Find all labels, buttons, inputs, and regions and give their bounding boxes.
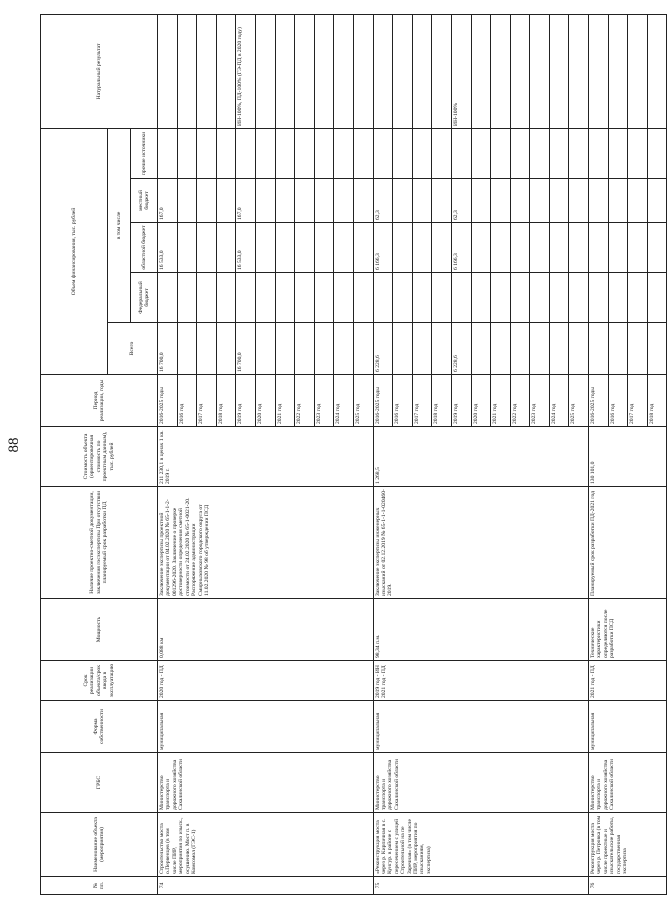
federal-cell [393,273,413,323]
other-cell [353,128,373,178]
result-cell [255,14,275,128]
header-term: Срок реализации объекта/срок ввода в эксплуатацию [41,661,158,701]
table-header [41,14,158,894]
other-cell [197,128,217,178]
regional-cell [647,223,667,273]
total-cell [589,323,609,375]
docs-cell: Заключение экспертизы инженерных изысканий от 02.12.2019 № 65-1-1-1-020460-2019. [373,487,589,599]
row-number: 76 [589,877,667,895]
regional-cell [353,223,373,273]
other-cell [177,128,197,178]
header-total: Всего [108,323,158,375]
other-cell [432,128,452,178]
regional-cell [608,223,628,273]
result-cell [530,14,550,128]
period-cell: 2019 год [451,375,471,427]
header-num: № пп. [41,877,158,895]
term-cell: 2019 год - ИН 2021 год - ПД [373,661,589,701]
federal-cell [255,273,275,323]
period-cell: 2016 год [393,375,413,427]
object-name: Строительство моста о.Первенцев (в том числе ПИР, мероприятия по изыск., осушению. Мост п. в Комсомол (ГЭС-1) [158,813,374,877]
other-cell [589,128,609,178]
result-cell [510,14,530,128]
regional-cell [177,223,197,273]
total-cell [334,323,354,375]
header-name: Наименование объекта (мероприятия) [41,813,158,877]
total-cell: 16 700,0 [236,323,256,375]
header-capacity: Мощность [41,599,158,661]
object-name: «Реконструкция моста через р. Кирпичная в с. Кунгур. в районе с пересечением с улицей Строительной на пе Заречная» (в том числе ПИР, мероприятия по изысканиям, экспертиза) [373,813,589,877]
total-cell [255,323,275,375]
regional-cell: 16 533,0 [158,223,178,273]
result-cell [471,14,491,128]
table-row [158,14,178,894]
local-cell [275,179,295,223]
local-cell: 62,3 [373,179,393,223]
federal-cell [158,273,178,323]
federal-cell [549,273,569,323]
financing-table [40,14,667,895]
regional-cell [295,223,315,273]
local-cell [255,179,275,223]
result-cell [158,14,178,128]
result-cell [177,14,197,128]
total-cell [353,323,373,375]
period-cell: 2020 год [255,375,275,427]
federal-cell [353,273,373,323]
other-cell [255,128,275,178]
period-cell: 2016 год [608,375,628,427]
total-cell [432,323,452,375]
regional-cell [589,223,609,273]
result-cell [295,14,315,128]
federal-cell [510,273,530,323]
header-cost: Стоимость объекта (ориентировочная стоимость по проектным данным), тыс. рублей [41,427,158,487]
header-grbs: ГРБС [41,753,158,813]
docs-cell: Планируемый срок разработки ПД-2021 год [589,487,667,599]
other-cell [373,128,393,178]
local-cell [530,179,550,223]
period-cell: 2018 год [432,375,452,427]
result-cell [491,14,511,128]
period-cell: 2016 год [177,375,197,427]
other-cell [236,128,256,178]
local-cell [412,179,432,223]
local-cell [314,179,334,223]
local-cell: 167,0 [158,179,178,223]
period-cell: 2021 год [275,375,295,427]
total-cell [647,323,667,375]
capacity-cell: Технические характеристики определяются после разработки ПСД [589,599,667,661]
federal-cell [451,273,471,323]
local-cell [393,179,413,223]
ownership-cell: муниципальная [589,701,667,753]
other-cell [216,128,236,178]
row-number: 74 [158,877,374,895]
result-cell [314,14,334,128]
period-cell: 2023 год [530,375,550,427]
ownership-cell: муниципальная [158,701,374,753]
federal-cell [608,273,628,323]
cost-cell: 130 101,0 [589,427,667,487]
regional-cell [412,223,432,273]
regional-cell [432,223,452,273]
result-cell [216,14,236,128]
local-cell [216,179,236,223]
result-cell [412,14,432,128]
federal-cell [412,273,432,323]
other-cell [510,128,530,178]
cost-cell: 211 230,1 в ценах 1 кв. 2019 г. [158,427,374,487]
period-cell: 2022 год [510,375,530,427]
federal-cell [589,273,609,323]
other-cell [412,128,432,178]
other-cell [549,128,569,178]
table-row [373,14,393,894]
local-cell [569,179,589,223]
local-cell [177,179,197,223]
period-cell: 2024 год [549,375,569,427]
period-cell: 2021 год [491,375,511,427]
table-body [158,14,667,894]
local-cell [491,179,511,223]
result-cell [589,14,609,128]
other-cell [295,128,315,178]
local-cell [471,179,491,223]
regional-cell [275,223,295,273]
local-cell [432,179,452,223]
regional-cell [334,223,354,273]
federal-cell [177,273,197,323]
header-local: местный бюджет [131,179,158,223]
federal-cell [373,273,393,323]
federal-cell [432,273,452,323]
local-cell [589,179,609,223]
regional-cell [255,223,275,273]
federal-cell [197,273,217,323]
other-cell [314,128,334,178]
other-cell [530,128,550,178]
total-cell [314,323,334,375]
regional-cell: 6 166,3 [373,223,393,273]
regional-cell [197,223,217,273]
header-federal: Федеральный бюджет [131,273,158,323]
regional-cell [471,223,491,273]
object-name: Реконструкция моста через р. Петровка (в том числе проектные и изыскательские работы, государственная экспертиза [589,813,667,877]
other-cell [393,128,413,178]
result-cell: ИН-100% [451,14,471,128]
regional-cell: 16 533,0 [236,223,256,273]
local-cell [628,179,648,223]
result-cell [549,14,569,128]
total-cell [216,323,236,375]
federal-cell [216,273,236,323]
other-cell [569,128,589,178]
table-row [589,14,609,894]
period-cell: 2016-2025 годы [373,375,393,427]
regional-cell [491,223,511,273]
grbs-cell: Министерство транспорта и дорожного хозяйства Сахалинской области [158,753,374,813]
term-cell: 2021 год - ПД [589,661,667,701]
total-cell [471,323,491,375]
period-cell: 2022 год [295,375,315,427]
other-cell [608,128,628,178]
federal-cell [530,273,550,323]
other-cell [647,128,667,178]
local-cell: 62,3 [451,179,471,223]
total-cell: 6 228,6 [451,323,471,375]
header-financing: Объем финансирования, тыс. рублей [41,128,108,374]
federal-cell [569,273,589,323]
ownership-cell: муниципальная [373,701,589,753]
regional-cell [314,223,334,273]
result-cell [393,14,413,128]
period-cell: 2025 год [353,375,373,427]
period-cell: 2024 год [334,375,354,427]
grbs-cell: Министерство транспорта и дорожного хозяйства Сахалинской области [589,753,667,813]
total-cell [608,323,628,375]
period-cell: 2025 год [569,375,589,427]
other-cell [628,128,648,178]
capacity-cell: 0,088 км [158,599,374,661]
header-incl: в том числе [108,128,131,322]
other-cell [275,128,295,178]
result-cell [334,14,354,128]
row-number: 75 [373,877,589,895]
local-cell [295,179,315,223]
total-cell [510,323,530,375]
total-cell [275,323,295,375]
local-cell [647,179,667,223]
federal-cell [491,273,511,323]
federal-cell [471,273,491,323]
result-cell [647,14,667,128]
result-cell [353,14,373,128]
local-cell [510,179,530,223]
header-result: Натуральный результат [41,14,158,128]
total-cell: 6 228,6 [373,323,393,375]
other-cell [471,128,491,178]
total-cell [295,323,315,375]
local-cell [197,179,217,223]
regional-cell [569,223,589,273]
capacity-cell: 98,34 п.м. [373,599,589,661]
federal-cell [314,273,334,323]
total-cell [549,323,569,375]
period-cell: 2019 год [236,375,256,427]
result-cell: ИН-100%, ПД-100% (ГЭ-ПД в 2020 году) [236,14,256,128]
period-cell: 2016-2025 годы [589,375,609,427]
local-cell [334,179,354,223]
result-cell [569,14,589,128]
total-cell [177,323,197,375]
period-cell: 2017 год [197,375,217,427]
total-cell [197,323,217,375]
header-regional: областной бюджет [131,223,158,273]
period-cell: 2018 год [216,375,236,427]
other-cell [451,128,471,178]
federal-cell [334,273,354,323]
header-docs: Наличие проектно-сметной документации, заключения госэкспертизы При отсутствии планируемый срок разработки ПД [41,487,158,599]
federal-cell [275,273,295,323]
period-cell: 2016-2025 годы [158,375,178,427]
regional-cell [628,223,648,273]
result-cell [373,14,393,128]
other-cell [491,128,511,178]
period-cell: 2017 год [412,375,432,427]
other-cell [334,128,354,178]
total-cell [628,323,648,375]
local-cell [549,179,569,223]
page-number: 88 [6,437,22,453]
other-cell [158,128,178,178]
period-cell: 2017 год [628,375,648,427]
result-cell [628,14,648,128]
federal-cell [647,273,667,323]
total-cell [491,323,511,375]
total-cell [393,323,413,375]
federal-cell [236,273,256,323]
total-cell: 16 700,0 [158,323,178,375]
period-cell: 2018 год [647,375,667,427]
total-cell [569,323,589,375]
federal-cell [628,273,648,323]
period-cell: 2023 год [314,375,334,427]
total-cell [412,323,432,375]
regional-cell: 6 166,3 [451,223,471,273]
term-cell: 2020 год - ПД [158,661,374,701]
federal-cell [295,273,315,323]
regional-cell [393,223,413,273]
header-other: прочие источники [131,128,158,178]
cost-cell: 1 268,5 [373,427,589,487]
result-cell [275,14,295,128]
result-cell [197,14,217,128]
local-cell [353,179,373,223]
period-cell: 2020 год [471,375,491,427]
total-cell [530,323,550,375]
header-ownership: Форма собственности [41,701,158,753]
regional-cell [530,223,550,273]
regional-cell [549,223,569,273]
regional-cell [216,223,236,273]
result-cell [608,14,628,128]
local-cell [608,179,628,223]
result-cell [432,14,452,128]
grbs-cell: Министерство транспорта и дорожного хозяйства Сахалинской области [373,753,589,813]
regional-cell [510,223,530,273]
header-period: Период реализации, годы [41,375,158,427]
local-cell: 167,0 [236,179,256,223]
docs-cell: Заключение экспертизы проектной документации от 04.02.2020 № 65-1-1-2-001296-2020. Заключение о проверке достоверности определения сметной стоимости от 24.02.2020 № 65-1-0021-20. Распоряжение администрации Смирныховского городского округа от 11.02.2020 № 98 об утверждении ПСД [158,487,374,599]
